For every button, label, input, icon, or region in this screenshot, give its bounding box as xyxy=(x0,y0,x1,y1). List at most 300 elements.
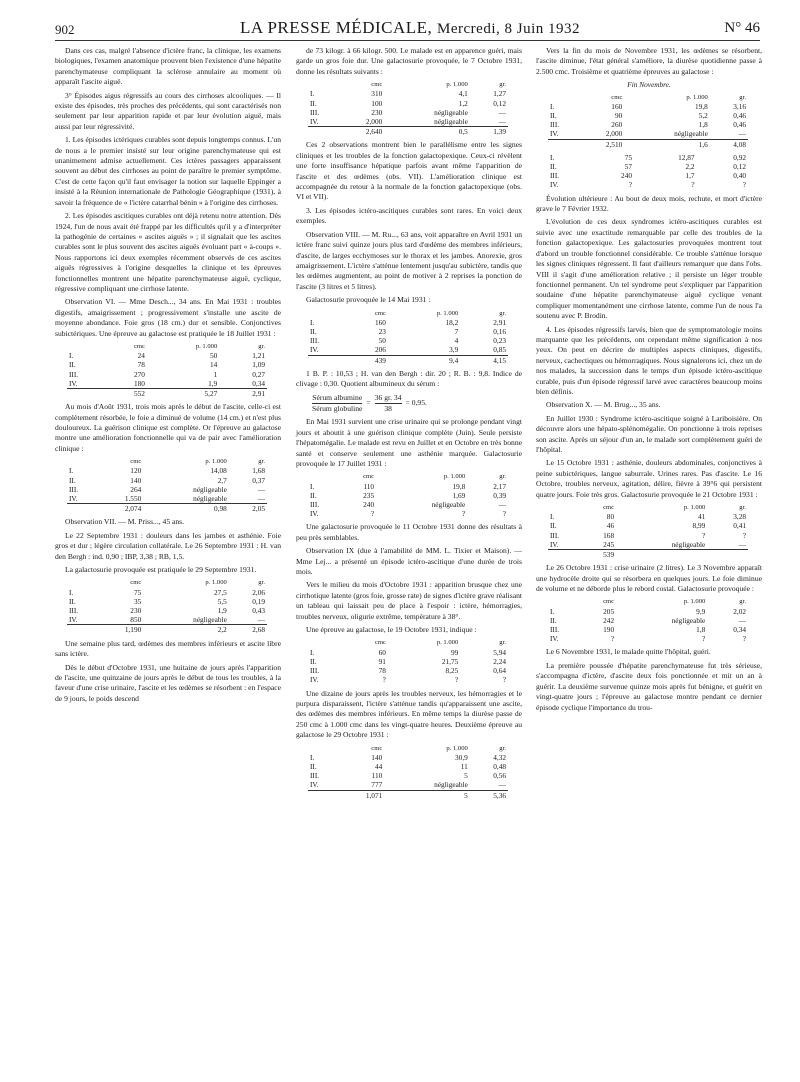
table-cell xyxy=(308,355,345,365)
table-cell: 9,4 xyxy=(388,355,460,365)
table-row xyxy=(548,540,748,550)
table-cell: 12,87 xyxy=(678,152,695,162)
table-cell: 2,24 xyxy=(493,656,506,666)
table-cell: cmc xyxy=(603,504,615,512)
table-cell: IV. xyxy=(69,494,78,504)
page-number: 902 xyxy=(55,22,75,37)
table-cell: 0,12 xyxy=(493,98,506,108)
page-header xyxy=(55,6,760,36)
column-1 xyxy=(55,46,281,707)
table-caption: Fin Novembre. xyxy=(627,80,671,90)
table-cell: 180 xyxy=(133,378,145,388)
table-cell: ? xyxy=(502,675,506,685)
fraction-numerator: Sérum albumine xyxy=(312,393,362,404)
table-cell: 5,27 xyxy=(147,388,219,398)
table-cell: p. 1.000 xyxy=(686,93,708,101)
data-table xyxy=(308,638,508,684)
paragraph: 1. Les épisodes ictériques curables sont depuis longtemps connus. L'un de nous a le premier insisté sur leur origine parenchymateuse qui est unanimement admise actuellement. Ces ictères passagers apparaissent souvent au début des cirrhoses au point de paraître le premier symptôme. C'est de cette façon qu'il faut envisager la notion sur laquelle Eppinger a insisté à la Réunion internationale de Pathologie Géographique (1931), à savoir la fréquence de « l'ictère catarrhal bénin » à l'origine des cirrhoses. xyxy=(55,135,281,207)
table-cell: III. xyxy=(310,666,320,676)
table-total-row xyxy=(308,790,508,800)
table-cell: IV. xyxy=(69,615,78,625)
data-table xyxy=(67,578,267,634)
table-cell: ? xyxy=(370,509,375,519)
table-cell: 160 xyxy=(611,101,623,111)
table-cell: 8,25 xyxy=(445,666,459,676)
table-cell: 0,48 xyxy=(493,761,506,771)
table-cell: 4,32 xyxy=(493,752,506,762)
table-row xyxy=(308,500,508,509)
table-cell: 80 xyxy=(606,512,615,522)
table-row xyxy=(67,466,267,475)
paragraph: Observation VI. — Mme Desch..., 34 ans. En Mai 1931 : troubles digestifs, amaigrissement ; progressivement s'installe une ascite de moyenne abondance. Foie gros (18 cm.) dur et sensible. Conjonctives subictériques. Une épreuve au galactose est pratiquée le 18 Juillet 1931 : xyxy=(55,297,281,338)
column-3 xyxy=(536,46,762,716)
table-cell: II. xyxy=(550,615,557,625)
table-row xyxy=(548,634,748,643)
table-cell: cmc xyxy=(371,81,383,89)
table-cell: — xyxy=(498,117,506,127)
table-cell: 27,5 xyxy=(214,587,227,597)
table-cell: 160 xyxy=(374,317,386,327)
table-header-row xyxy=(308,744,508,753)
paragraph: Vers le milieu du mois d'Octobre 1931 : apparition brusque chez une cirrhotique latente (gros foie, grosse rate) de signes d'ictère grave réalisant un tableau qui laissait peu de place à l'espoir : ictère, hémorragies, troubles nerveux, oligurie extrême, température à 38°. xyxy=(296,580,522,621)
table-cell: 5,2 xyxy=(698,111,708,121)
table-row xyxy=(67,588,267,597)
table-cell: II. xyxy=(550,162,557,172)
table-cell: 0,56 xyxy=(493,771,506,781)
table-row xyxy=(548,153,748,162)
table-cell: négligeable xyxy=(434,117,468,127)
table-row xyxy=(67,360,267,369)
table-cell: 23 xyxy=(378,326,386,336)
table-cell: gr. xyxy=(499,81,506,89)
table-cell: — xyxy=(498,780,506,790)
table-cell: I. xyxy=(310,89,315,99)
table-cell: 120 xyxy=(130,466,142,476)
table-cell: négligeable xyxy=(193,494,227,504)
table-cell: 0,64 xyxy=(493,666,506,676)
table-cell: 78 xyxy=(137,360,145,370)
table-cell: p. 1.000 xyxy=(436,639,459,647)
table-cell: III. xyxy=(310,107,320,117)
paragraph: 3. Les épisodes ictéro-ascitiques curables sont rares. En voici deux exemples. xyxy=(296,205,522,226)
table-cell: 264 xyxy=(130,484,142,494)
table-cell: 242 xyxy=(603,615,615,625)
table-cell: II. xyxy=(310,656,317,666)
table-row xyxy=(308,117,508,127)
table-row xyxy=(308,327,508,336)
table-cell: IV. xyxy=(310,509,319,519)
table-header-row xyxy=(67,457,267,466)
table-header-row xyxy=(548,597,748,606)
table-cell: 168 xyxy=(603,530,615,540)
paragraph: Observation IX (due à l'amabilité de MM. L. Tixier et Maison). — Mme Lej... a présenté un épisode ictéro-ascitique d'une durée de trois mois. xyxy=(296,546,522,577)
table-cell: 245 xyxy=(603,539,615,549)
paragraph: Ces 2 observations montrent bien le parallélisme entre les signes cliniques et les troubles de la fonction galactopexique. Ceux-ci révèlent une forte insuffisance hépatique parfois avant même l'apparition de l'ascite et des œdèmes (obs. VII). L'amélioration clinique est accompagnée du retour à la normale de la fonction galactopexique (obs. VI et VII). xyxy=(296,140,522,202)
table-cell: cmc xyxy=(371,744,383,752)
table-total-row xyxy=(67,504,267,514)
table-total-row xyxy=(308,127,508,137)
paragraph: Observation VIII. — M. Ru..., 63 ans, voit apparaître en Avril 1931 un ictère franc suivi quinze jours plus tard d'œdème des membres inférieurs, d'ascite, de larges ecchymoses sur le thorax et les jambes. Anorexie, gros amaigrissement. L'ictère s'atténue lentement jusqu'au subictère, tandis que les œdèmes augmentent, au point de motiver à 2 reprises la ponction de l'ascite (3 litres et 5 litres). xyxy=(296,229,522,291)
table-cell: I. xyxy=(310,647,315,657)
table-cell: 90 xyxy=(614,111,623,121)
table-cell: 0,5 xyxy=(384,127,470,137)
table-cell: II. xyxy=(550,111,557,121)
table-cell: 1,68 xyxy=(252,466,265,476)
table-cell: 110 xyxy=(371,771,383,781)
table-cell: — xyxy=(257,615,265,625)
table-cell: 1,27 xyxy=(493,89,506,99)
paragraph: La galactosurie provoquée est pratiquée le 29 Septembre 1931. xyxy=(65,565,257,575)
table-cell: IV. xyxy=(310,345,319,355)
table-cell: cmc xyxy=(611,93,623,101)
paragraph: Observation X. — M. Brug..., 35 ans. xyxy=(546,400,661,410)
table-cell: 99 xyxy=(450,647,459,657)
table-cell: 5,94 xyxy=(493,647,506,657)
table-row xyxy=(308,99,508,108)
table-cell: III. xyxy=(310,336,320,346)
table-row xyxy=(548,111,748,120)
fraction-numerator: 36 gr. 34 xyxy=(375,393,402,404)
table-row xyxy=(67,351,267,360)
table-row xyxy=(308,666,508,675)
table-header-row xyxy=(308,638,508,647)
table-cell: 0,19 xyxy=(252,596,265,606)
table-cell: 1,190 xyxy=(97,625,143,635)
data-table xyxy=(548,153,748,190)
table-cell: 7 xyxy=(454,326,459,336)
table-cell: 1,8 xyxy=(696,625,706,635)
table-cell: 140 xyxy=(130,475,142,485)
table-cell: 2,06 xyxy=(252,587,265,597)
table-row xyxy=(67,597,267,606)
table-cell: 2,91 xyxy=(493,317,506,327)
fraction-denominator: 38 xyxy=(384,403,392,413)
table-cell: 230 xyxy=(371,107,383,117)
table-cell: 552 xyxy=(104,388,147,398)
table-row xyxy=(548,180,748,189)
table-total-row xyxy=(67,388,267,398)
table-cell: gr. xyxy=(739,504,746,512)
table-header-row xyxy=(548,93,748,102)
data-table xyxy=(308,744,508,800)
table-cell: 190 xyxy=(603,625,615,635)
table-cell: 5,5 xyxy=(217,596,227,606)
table-cell: 35 xyxy=(133,596,142,606)
table-cell: I. xyxy=(550,606,555,616)
table-cell: 9,9 xyxy=(696,606,706,616)
data-table xyxy=(308,80,508,136)
table-cell xyxy=(548,139,578,149)
table-cell: IV. xyxy=(550,634,559,644)
table-cell: négligeable xyxy=(671,615,706,625)
table-cell: cmc xyxy=(603,598,615,606)
table-cell xyxy=(308,80,338,89)
table-cell: p. 1.000 xyxy=(436,309,459,317)
table-cell: IV. xyxy=(310,675,319,685)
table-cell: I. xyxy=(69,587,74,597)
table-cell: — xyxy=(257,484,265,494)
table-cell: II. xyxy=(310,490,317,500)
table-cell: IV. xyxy=(69,378,78,388)
table-row xyxy=(548,616,748,625)
table-header-row xyxy=(67,578,267,587)
table-cell: p. 1.000 xyxy=(205,579,227,587)
table-cell xyxy=(67,504,97,514)
table-cell: p. 1.000 xyxy=(446,81,468,89)
table-cell: 0,46 xyxy=(733,120,746,130)
table-cell: I. xyxy=(310,481,315,491)
paragraph: Le 22 Septembre 1931 : douleurs dans les jambes et asthénie. Foie gros et dur ; légère circulation collatérale. Le 26 Septembre 1931 : H. van den Bergh : ind. 0,90 ; IBP, 3,38 ; RB, 1,5. xyxy=(55,530,281,561)
table-cell: p. 1.000 xyxy=(195,342,218,350)
table-cell: 1,8 xyxy=(698,120,708,130)
table-cell: IV. xyxy=(310,780,319,790)
table-cell: II. xyxy=(310,326,317,336)
table-row xyxy=(308,762,508,771)
table-cell: 1.550 xyxy=(124,494,142,504)
table-cell: 46 xyxy=(606,521,615,531)
table-cell: 2,91 xyxy=(219,388,267,398)
table-cell: — xyxy=(498,500,506,510)
table-cell: 2,000 xyxy=(365,117,383,127)
table-cell: — xyxy=(257,494,265,504)
table-cell: I. xyxy=(550,101,555,111)
table-cell: 4,1 xyxy=(458,89,468,99)
table-cell: III. xyxy=(69,484,79,494)
table-row xyxy=(308,509,508,518)
table-cell: 91 xyxy=(378,656,386,666)
table-row xyxy=(67,485,267,494)
table-cell: 3,28 xyxy=(733,512,746,522)
table-row xyxy=(548,625,748,634)
paragraph: Galactosurie provoquée le 14 Mai 1931 : xyxy=(306,295,431,305)
table-cell: 206 xyxy=(374,345,386,355)
paragraph: 4. Les épisodes régressifs larvés, bien que de symptomatologie moins marquante que les précédents, ont cependant même signification à nos yeux. On peut en décrire de multiples aspects cliniques, digestifs, nerveux, cachectiques ou hémorragiques. Nous signalerons ici, chez un de nos malades, la succession dans le temps d'un épisode ictéro-ascitique curable, puis d'un épisode régressif larvé avec caractères beaucoup moins bien définis. xyxy=(536,324,762,396)
table-cell: — xyxy=(498,107,506,117)
table-cell: 78 xyxy=(378,666,386,676)
table-cell: p. 1.000 xyxy=(683,504,706,512)
table-cell xyxy=(308,790,338,800)
table-row xyxy=(548,171,748,180)
data-table xyxy=(67,457,267,513)
table-cell: 50 xyxy=(378,336,386,346)
table-row xyxy=(548,607,748,616)
table-cell: 0,40 xyxy=(733,171,746,181)
table-cell: 41 xyxy=(698,512,706,522)
table-cell: I. xyxy=(69,466,74,476)
table-cell: ? xyxy=(610,634,615,644)
table-header-row xyxy=(308,472,508,481)
table-row xyxy=(308,108,508,117)
table-cell: IV. xyxy=(550,180,559,190)
table-row xyxy=(308,657,508,666)
paragraph: Une épreuve au galactose, le 19 Octobre 1931, indique : xyxy=(306,625,477,635)
table-cell: II. xyxy=(69,360,76,370)
table-cell: 0,43 xyxy=(252,606,265,616)
paragraph: L'évolution de ces deux syndromes ictéro-ascitiques curables est suivie avec une exactitude remarquable par celle des troubles de la fonction galactopexique. Les galactosuries provoquées montrent tout d'abord un trouble fonctionnel considérable. Ce trouble s'atténue lorsque les signes cliniques régressent. Il faut d'ailleurs remarquer que dans l'obs. VIII il s'agit d'une amélioration relative ; il persiste un léger trouble fonctionnel permanent. Un tel syndrome peut s'expliquer par l'apparition soudaine d'une hépatite parenchymateuse aiguë cyclique venant compliquer momentanément une cirrhose latente, comme l'un de nous l'a soutenu avec P. Brodin. xyxy=(536,217,762,321)
table-cell: 235 xyxy=(363,490,375,500)
table-cell: 2,000 xyxy=(605,129,623,139)
table-cell: 2,074 xyxy=(97,504,143,514)
table-cell: 18,2 xyxy=(445,317,459,327)
table-cell: 2,2 xyxy=(143,625,229,635)
table-cell: cmc xyxy=(374,309,386,317)
table-cell: II. xyxy=(550,521,557,531)
table-row xyxy=(308,771,508,780)
table-cell: 0,27 xyxy=(252,369,265,379)
table-cell xyxy=(308,744,338,753)
table-cell: 1,2 xyxy=(458,98,468,108)
table-cell: 2,640 xyxy=(338,127,384,137)
data-table xyxy=(548,503,748,559)
table-cell: 0,12 xyxy=(733,162,746,172)
table-cell: 0,37 xyxy=(252,475,265,485)
table-cell xyxy=(548,597,580,606)
table-cell: p. 1.000 xyxy=(683,598,706,606)
table-cell: I. xyxy=(69,351,74,361)
table-cell xyxy=(548,93,578,102)
table-cell: négligeable xyxy=(193,484,227,494)
table-cell: gr. xyxy=(258,342,265,350)
table-row xyxy=(67,379,267,389)
table-cell: 140 xyxy=(371,752,383,762)
table-cell: p. 1.000 xyxy=(443,473,466,481)
table-cell: 260 xyxy=(611,120,623,130)
table-cell: 0,23 xyxy=(493,336,506,346)
table-cell: III. xyxy=(310,500,320,510)
table-cell: 270 xyxy=(133,369,145,379)
table-cell: 2,510 xyxy=(578,139,624,149)
table-cell: — xyxy=(738,615,746,625)
paragraph: La première poussée d'hépatite parenchymateuse fut très sérieuse, s'accompagna d'ictère, d'ascite deux fois ponctionnée et mit un an à guérir. La deuxième survenue quinze mois après fut bénigne, et guérit en vingt-quatre jours ; l'épreuve au galactose montre pendant ce dernier épisode cyclique l'importance du trou- xyxy=(536,660,762,712)
table-cell: ? xyxy=(742,530,746,540)
table-cell: gr. xyxy=(499,639,506,647)
table-cell: ? xyxy=(502,509,506,519)
table-cell: 75 xyxy=(624,152,632,162)
table-cell: ? xyxy=(455,675,459,685)
table-cell xyxy=(548,503,580,512)
table-cell: cmc xyxy=(374,639,386,647)
table-cell: — xyxy=(738,539,746,549)
table-cell: ? xyxy=(742,634,746,644)
table-cell xyxy=(67,625,97,635)
paragraph: Dès le début d'Octobre 1931, une huitaine de jours après l'apparition de l'ascite, une quinzaine de jours après le début de tous les troubles, à la faveur d'une crise urinaire, l'ascite et les œdèmes se résorbent : en l'espace de 9 jours, le poids descend xyxy=(55,662,281,703)
table-cell: 1,09 xyxy=(252,360,265,370)
table-cell: 0,92 xyxy=(733,152,746,162)
table-row xyxy=(548,521,748,530)
table-cell xyxy=(308,472,340,481)
table-cell: III. xyxy=(550,530,560,540)
table-total-row xyxy=(548,139,748,149)
table-row xyxy=(67,615,267,625)
table-row xyxy=(548,129,748,139)
table-row xyxy=(67,606,267,615)
table-cell: 1,39 xyxy=(470,127,508,137)
paragraph: En Juillet 1930 : Syndrome ictéro-ascitique soigné à Lariboisière. On découvre alors une hépato-splénomégalie. On ponctionne à trois reprises son ascite. Après un séjour d'un an, le malade sort complètement guéri de l'hôpital. xyxy=(536,413,762,454)
table-cell: I. xyxy=(550,512,555,522)
table-cell: 850 xyxy=(130,615,142,625)
paragraph: Le 6 Novembre 1931, le malade quitte l'hôpital, guéri. xyxy=(546,647,711,657)
table-cell: gr. xyxy=(499,473,506,481)
table-cell: 0,16 xyxy=(493,326,506,336)
table-cell: 205 xyxy=(603,606,615,616)
table-cell xyxy=(308,127,338,137)
table-cell: ? xyxy=(691,180,695,190)
table-cell: gr. xyxy=(739,598,746,606)
table-row xyxy=(308,318,508,327)
paragraph: Le 26 Octobre 1931 : crise urinaire (2 litres). Le 3 Novembre apparaît une hydrocèle droite qui se résorbera en quelques jours. Le foie diminue de volume et ne déborde plus le rebord costal. Galactosurie provoquée : xyxy=(536,563,762,594)
paragraph: 2. Les épisodes ascitiques curables ont déjà retenu notre attention. Dès 1924, l'un de nous avait été frappé par les difficultés qu'il y a d'interpréter la pathogénie de certaines « ascites aiguës » ; il signalait que les ascites curables sont le plus souvent des ascites aiguës évoluant part « à-coups ». Nous rapportons ici deux exemples récemment observés de ces ascites aiguës régressives à l'origine desquelles la clinique et les épreuves fonctionnelles montrent une hépatite parenchymateuse aiguë, cyclique, régressive compliquant une cirrhose latente. xyxy=(55,211,281,293)
table-cell: négligeable xyxy=(674,129,708,139)
table-cell xyxy=(308,638,345,647)
table-cell: 5 xyxy=(464,771,468,781)
table-cell: 57 xyxy=(624,162,632,172)
table-cell: 1,69 xyxy=(452,490,466,500)
header-rule xyxy=(55,40,760,41)
equals-sign: = xyxy=(366,398,371,408)
table-row xyxy=(548,512,748,521)
table-cell: cmc xyxy=(363,473,375,481)
paragraph: Vers la fin du mois de Novembre 1931, les œdèmes se résorbent, l'ascite diminue, l'état général s'améliore, la diurèse quotidienne passe à 2.500 cmc. Troisième et quatrième épreuves au galactose : xyxy=(536,46,762,76)
paragraph: Dans ces cas, malgré l'absence d'ictère franc, la clinique, les examens biologiques, l'examen anatomique prouvent bien l'existence d'une hépatite parenchymateuse compliquant la sclérose annulaire au moment où apparaît l'ascite aiguë. xyxy=(55,46,281,87)
table-cell: p. 1.000 xyxy=(446,744,468,752)
table-cell: 240 xyxy=(363,500,375,510)
table-cell: IV. xyxy=(550,129,559,139)
table-cell: 19,8 xyxy=(452,481,466,491)
table-cell: 1,21 xyxy=(252,351,265,361)
table-cell: ? xyxy=(742,180,746,190)
table-row xyxy=(308,89,508,98)
table-row xyxy=(548,162,748,171)
table-cell: III. xyxy=(550,171,560,181)
table-cell: 310 xyxy=(371,89,383,99)
table-cell: I. xyxy=(310,752,315,762)
issue-number: N° 46 xyxy=(724,20,760,36)
paragraph: 1 B. P. : 10,53 ; H. van den Bergh : dir. 20 ; R. B. : 9,8. Indice de clivage : 0,30. Quotient albumineux du sérum : xyxy=(296,368,522,389)
table-cell xyxy=(67,388,104,398)
table-row xyxy=(548,102,748,111)
table-cell: 2,68 xyxy=(229,625,267,635)
paragraph: Évolution ultérieure : Au bout de deux mois, rechute, et mort d'ictère grave le 7 Février 1932. xyxy=(536,193,762,214)
table-cell: 3,16 xyxy=(733,101,746,111)
table-cell: IV. xyxy=(550,539,559,549)
data-table xyxy=(308,309,508,365)
table-cell xyxy=(67,342,104,351)
table-cell: III. xyxy=(69,369,79,379)
table-cell: 30,9 xyxy=(455,752,468,762)
table-row xyxy=(308,482,508,491)
fraction-denominator: Sérum globuline xyxy=(312,403,363,413)
table-cell: 2,02 xyxy=(733,606,746,616)
table-row xyxy=(308,345,508,355)
table-cell: cmc xyxy=(130,579,142,587)
column-2 xyxy=(296,46,522,804)
table-row xyxy=(308,780,508,790)
table-cell: III. xyxy=(550,120,560,130)
table-row xyxy=(308,491,508,500)
table-cell: gr. xyxy=(258,579,265,587)
table-row xyxy=(67,494,267,504)
table-cell: 2,17 xyxy=(493,481,506,491)
table-cell: gr. xyxy=(739,93,746,101)
table-cell xyxy=(707,550,748,560)
table-cell: 439 xyxy=(345,355,388,365)
table-row xyxy=(308,648,508,657)
paragraph: Une galactosurie provoquée le 11 Octobre 1931 donne des résultats à peu près semblables. xyxy=(296,522,522,542)
table-row xyxy=(308,336,508,345)
table-cell: gr. xyxy=(499,309,506,317)
paragraph: En Mai 1931 survient une crise urinaire qui se prolonge pendant vingt jours et aboutit à une guérison clinique complète (Juin). Seule persiste l'hépatomégalie. Le malade est revu en Juillet et en Octobre en très bonne santé et conserve seulement une asthénie marquée. Galactosurie provoquée le 17 Juillet 1931 : xyxy=(296,417,522,468)
paragraph: Une dizaine de jours après les troubles nerveux, les hémorragies et le purpura disparaissent, l'ictère s'atténue tandis qu'apparaissent une ascite, des œdèmes des membres inférieurs. En même temps la diurèse passe de 250 cmc à 1.000 cmc dans les vingt-quatre heures. Deuxième épreuve au galactose le 29 Octobre 1931 : xyxy=(296,688,522,740)
